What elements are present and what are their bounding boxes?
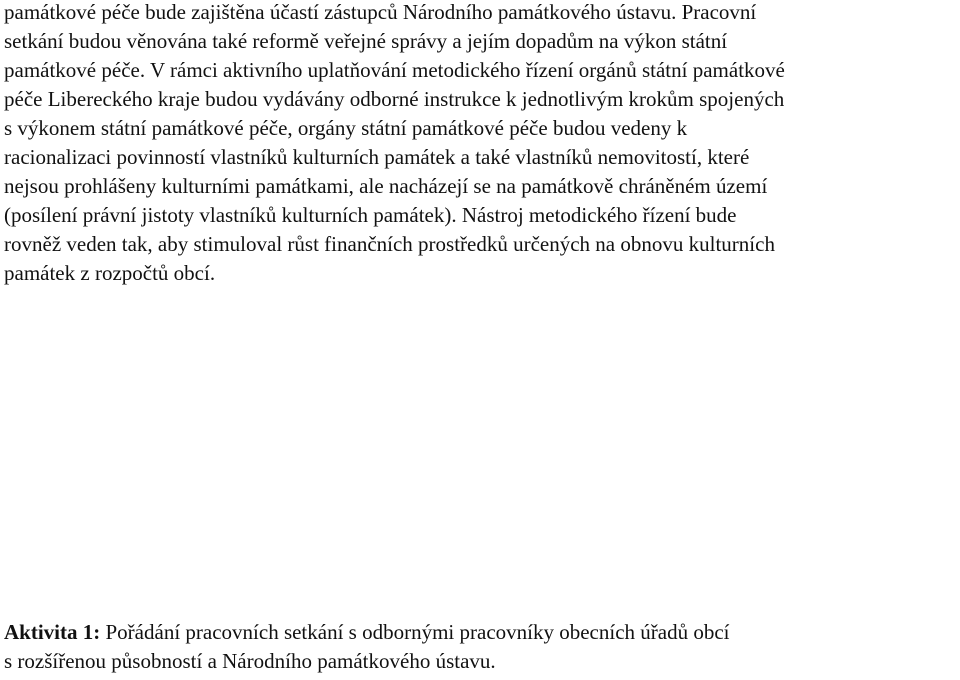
activity-line-1 (4, 618, 960, 647)
activity-text: Pořádání pracovních setkání s odbornými pracovníky obecních úřadů obcí (100, 620, 730, 644)
paragraph-line: (posílení právní jistoty vlastníků kulturních památek). Nástroj metodického řízení bude (4, 203, 737, 227)
paragraph-line: památkové péče. V rámci aktivního uplatňování metodického řízení orgánů státní památkové (4, 58, 785, 82)
paragraph-line: památkové péče bude zajištěna účastí zástupců Národního památkového ústavu. Pracovní (4, 0, 757, 24)
activity-label: Aktivita 1: (4, 620, 101, 644)
paragraph-line: racionalizaci povinností vlastníků kulturních památek a také vlastníků nemovitostí, které (4, 145, 750, 169)
paragraph-line: péče Libereckého kraje budou vydávány odborné instrukce k jednotlivým krokům spojených (4, 87, 785, 111)
body-paragraph (4, 0, 960, 288)
activity-paragraph (4, 618, 960, 676)
paragraph-line: s výkonem státní památkové péče, orgány státní památkové péče budou vedeny k (4, 116, 688, 140)
paragraph-line: památek z rozpočtů obcí. (4, 261, 216, 285)
paragraph-line: setkání budou věnována také reformě veřejné správy a jejím dopadům na výkon státní (4, 29, 728, 53)
paragraph-line: rovněž veden tak, aby stimuloval růst finančních prostředků určených na obnovu kulturních (4, 232, 775, 256)
activity-line-2: s rozšířenou působností a Národního památkového ústavu. (4, 649, 496, 673)
paragraph-line: nejsou prohlášeny kulturními památkami, ale nacházejí se na památkově chráněném území (4, 174, 768, 198)
